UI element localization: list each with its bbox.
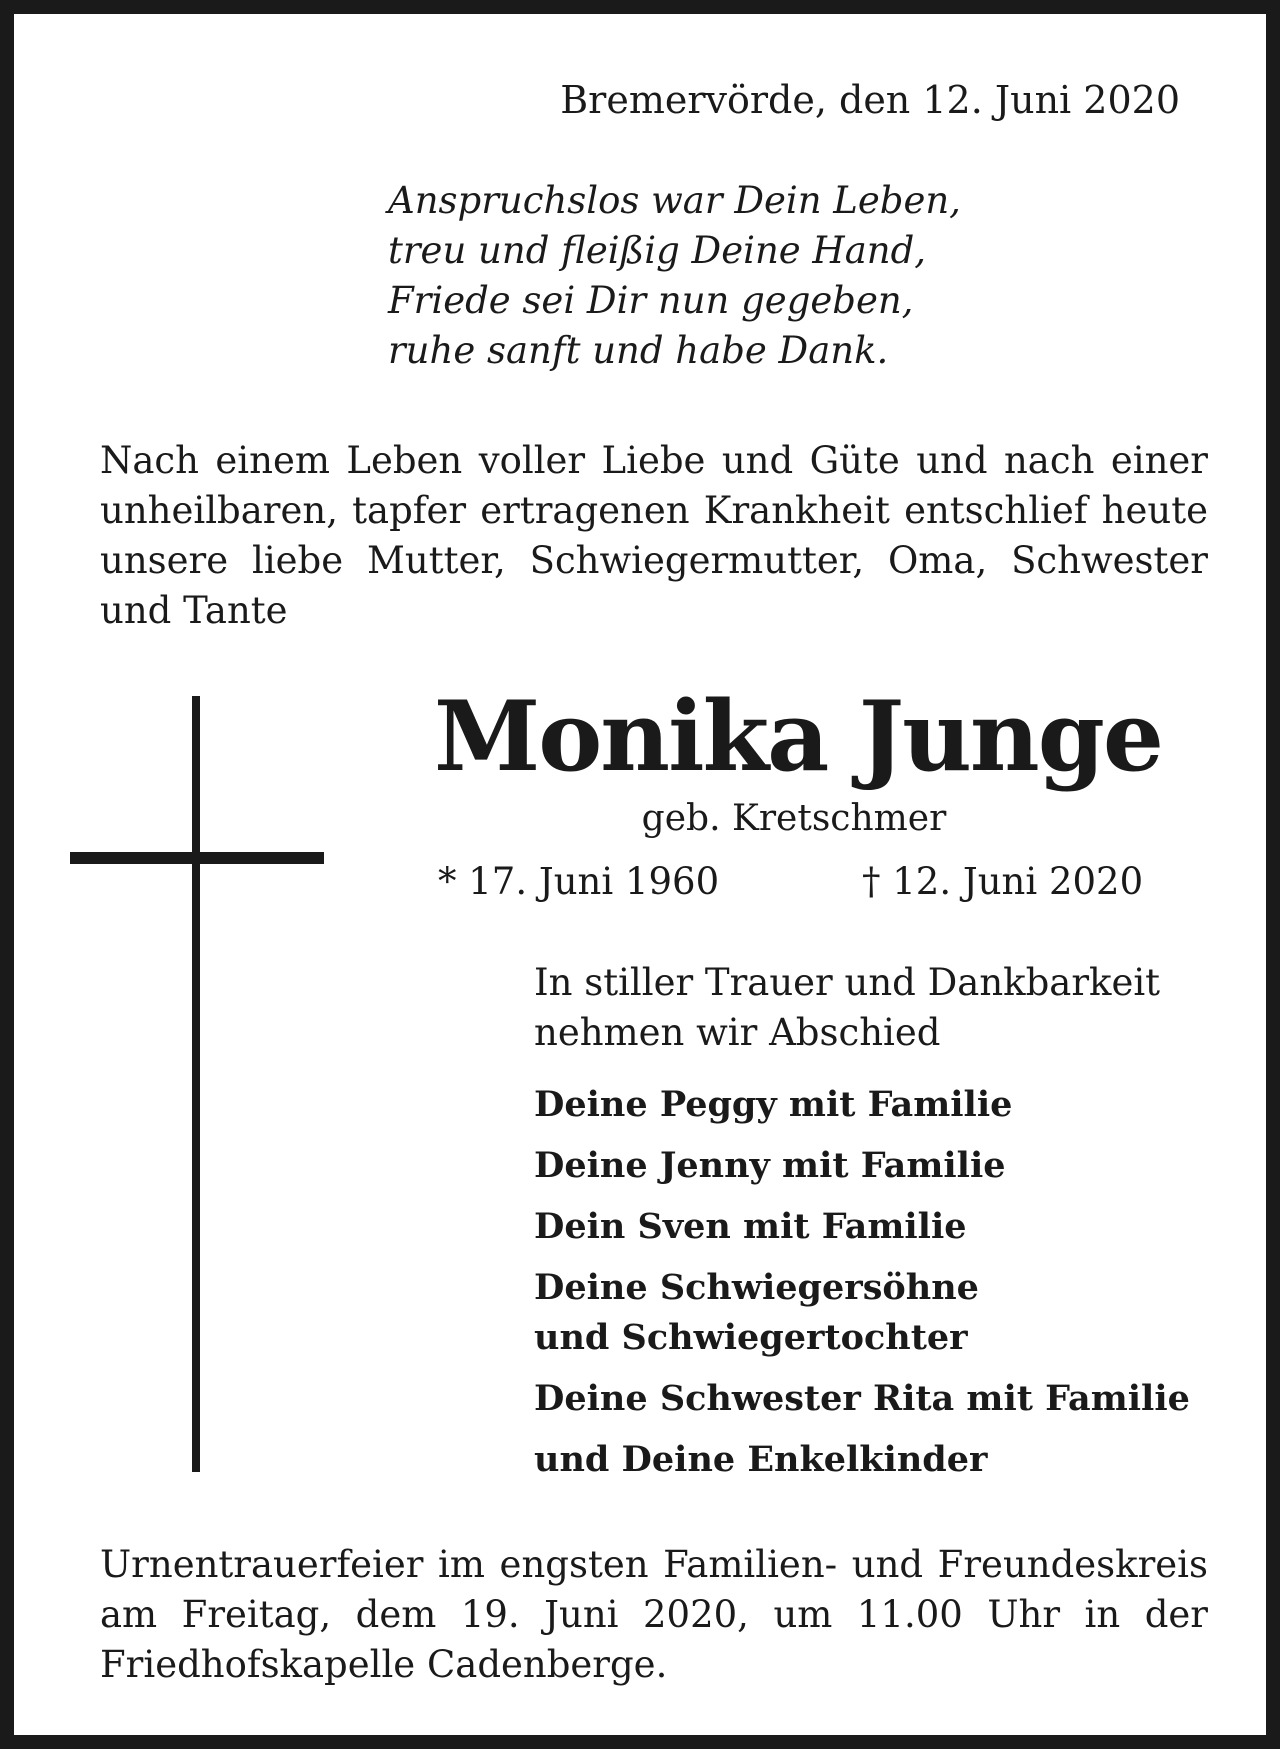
family-entry	[534, 1374, 1190, 1424]
family-entry-line: Deine Peggy mit Familie	[534, 1084, 1013, 1125]
mourning-line: In stiller Trauer und Dankbarkeit	[534, 961, 1161, 1004]
family-entry-line: Deine Schwiegersöhne	[534, 1267, 979, 1308]
cross-horizontal-bar	[70, 852, 324, 864]
family-entry	[534, 1202, 1190, 1252]
poem-line: ruhe sanft und habe Dank.	[388, 329, 889, 372]
place-date: Bremervörde, den 12. Juni 2020	[560, 78, 1180, 122]
deceased-name: Monika Junge	[434, 680, 1162, 793]
family-entry-line: und Deine Enkelkinder	[534, 1439, 988, 1480]
family-list	[534, 1080, 1190, 1496]
mourning-line: nehmen wir Abschied	[534, 1011, 941, 1054]
family-entry-line: Dein Sven mit Familie	[534, 1206, 967, 1247]
service-text: Urnentrauerfeier im engsten Familien- und Freundeskreis am Freitag, dem 19. Juni 2020, um 11.00 Uhr in der Friedhofskapelle Cadenberge.	[100, 1543, 1208, 1686]
cross-vertical-bar	[192, 696, 200, 1472]
poem	[388, 176, 961, 376]
poem-line: Friede sei Dir nun gegeben,	[388, 279, 914, 322]
death-date: † 12. Juni 2020	[862, 860, 1144, 903]
family-entry	[534, 1263, 1190, 1363]
family-entry	[534, 1435, 1190, 1485]
intro-text: Nach einem Leben voller Liebe und Güte und nach einer unheilbaren, tapfer ertragenen Krankheit entschlief heute unsere liebe Mutter, Schwiegermutter, Oma, Schwester und Tante	[100, 439, 1208, 632]
family-entry-line: und Schwiegertochter	[534, 1317, 968, 1358]
family-entry-line: Deine Jenny mit Familie	[534, 1145, 1006, 1186]
family-entry-line: Deine Schwester Rita mit Familie	[534, 1378, 1190, 1419]
family-entry	[534, 1080, 1190, 1130]
poem-line: Anspruchslos war Dein Leben,	[388, 179, 961, 222]
family-entry	[534, 1141, 1190, 1191]
poem-line: treu und fleißig Deine Hand,	[388, 229, 927, 272]
maiden-name: geb. Kretschmer	[641, 798, 947, 839]
mourning-text	[534, 958, 1160, 1058]
birth-date: * 17. Juni 1960	[438, 860, 720, 903]
